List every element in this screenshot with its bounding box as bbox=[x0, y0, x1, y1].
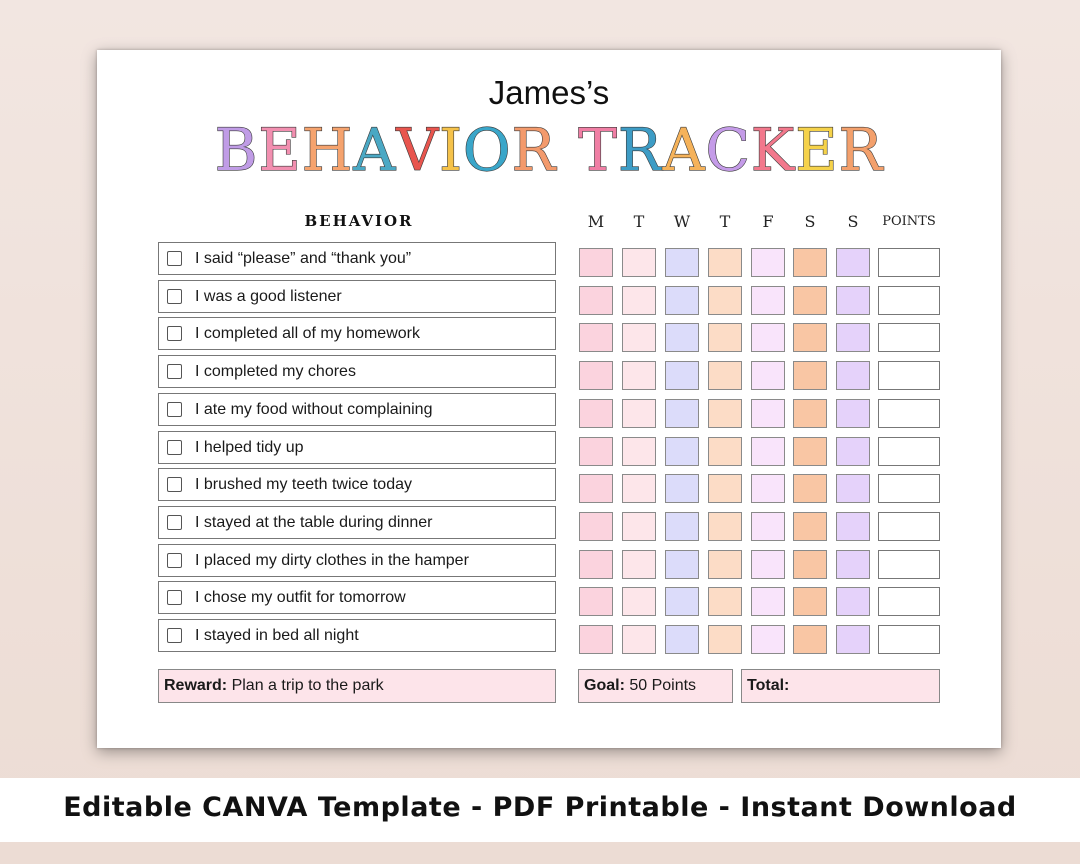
behavior-checkbox[interactable] bbox=[167, 251, 182, 266]
points-cell[interactable] bbox=[878, 550, 940, 579]
day-header: M bbox=[587, 212, 605, 231]
day-cell[interactable] bbox=[708, 512, 742, 541]
behavior-checkbox[interactable] bbox=[167, 590, 182, 605]
day-cell[interactable] bbox=[579, 361, 613, 390]
behavior-row bbox=[158, 393, 556, 426]
day-cell[interactable] bbox=[579, 399, 613, 428]
goal-value: 50 Points bbox=[629, 677, 697, 694]
behavior-row bbox=[158, 544, 556, 577]
title-letter: B bbox=[214, 116, 259, 184]
day-cell[interactable] bbox=[665, 286, 699, 315]
day-cell[interactable] bbox=[793, 437, 827, 466]
day-cell[interactable] bbox=[579, 512, 613, 541]
promo-banner-text: Editable CANVA Template - PDF Printable - Instant Download bbox=[63, 792, 1017, 823]
day-cell[interactable] bbox=[579, 286, 613, 315]
title-letter: I bbox=[439, 116, 464, 184]
day-cell[interactable] bbox=[579, 587, 613, 616]
promo-banner bbox=[0, 778, 1080, 842]
day-cell[interactable] bbox=[751, 323, 785, 352]
day-cell[interactable] bbox=[622, 512, 656, 541]
behavior-row bbox=[158, 431, 556, 464]
day-cell[interactable] bbox=[708, 399, 742, 428]
day-header: T bbox=[633, 212, 645, 231]
behavior-label: I ate my food without complaining bbox=[195, 401, 433, 418]
day-cell[interactable] bbox=[622, 437, 656, 466]
title-letter: R bbox=[511, 116, 557, 184]
behavior-checkbox[interactable] bbox=[167, 289, 182, 304]
day-cell[interactable] bbox=[622, 474, 656, 503]
behavior-checkbox[interactable] bbox=[167, 628, 182, 643]
day-cell[interactable] bbox=[751, 248, 785, 277]
day-cell[interactable] bbox=[793, 323, 827, 352]
day-cell[interactable] bbox=[622, 286, 656, 315]
reward-box[interactable] bbox=[158, 669, 556, 703]
day-cell[interactable] bbox=[708, 286, 742, 315]
day-cell[interactable] bbox=[836, 512, 870, 541]
day-cell[interactable] bbox=[793, 474, 827, 503]
day-cell[interactable] bbox=[751, 625, 785, 654]
day-cell[interactable] bbox=[579, 437, 613, 466]
behavior-label: I was a good listener bbox=[195, 288, 342, 305]
behavior-label: I placed my dirty clothes in the hamper bbox=[195, 552, 469, 569]
behavior-tracker-title bbox=[97, 116, 1001, 184]
behavior-row bbox=[158, 317, 556, 350]
day-cell[interactable] bbox=[622, 587, 656, 616]
day-cell[interactable] bbox=[836, 437, 870, 466]
day-cell[interactable] bbox=[622, 399, 656, 428]
day-cell[interactable] bbox=[665, 512, 699, 541]
behavior-checkbox[interactable] bbox=[167, 477, 182, 492]
behavior-label: I completed my chores bbox=[195, 363, 356, 380]
day-cell[interactable] bbox=[836, 286, 870, 315]
day-cell[interactable] bbox=[708, 474, 742, 503]
day-cell[interactable] bbox=[622, 248, 656, 277]
day-cell[interactable] bbox=[622, 361, 656, 390]
title-letter: H bbox=[301, 116, 354, 184]
day-cell[interactable] bbox=[708, 625, 742, 654]
title-letter: R bbox=[838, 116, 884, 184]
day-cell[interactable] bbox=[665, 248, 699, 277]
behavior-row bbox=[158, 581, 556, 614]
title-letter: T bbox=[578, 116, 618, 184]
day-cell[interactable] bbox=[665, 625, 699, 654]
points-cell[interactable] bbox=[878, 323, 940, 352]
behavior-checkbox[interactable] bbox=[167, 515, 182, 530]
day-cell[interactable] bbox=[793, 550, 827, 579]
day-cell[interactable] bbox=[579, 625, 613, 654]
day-cell[interactable] bbox=[665, 361, 699, 390]
day-cell[interactable] bbox=[836, 399, 870, 428]
day-cell[interactable] bbox=[836, 550, 870, 579]
day-cell[interactable] bbox=[793, 625, 827, 654]
tracker-sheet bbox=[97, 50, 1001, 748]
day-cell[interactable] bbox=[836, 361, 870, 390]
day-cell[interactable] bbox=[793, 248, 827, 277]
day-cell[interactable] bbox=[751, 399, 785, 428]
behavior-row bbox=[158, 355, 556, 388]
behavior-label: I brushed my teeth twice today bbox=[195, 476, 412, 493]
day-cell[interactable] bbox=[751, 286, 785, 315]
behavior-row bbox=[158, 468, 556, 501]
day-cell[interactable] bbox=[622, 323, 656, 352]
day-cell[interactable] bbox=[579, 248, 613, 277]
points-cell[interactable] bbox=[878, 399, 940, 428]
behavior-checkbox[interactable] bbox=[167, 402, 182, 417]
points-cell[interactable] bbox=[878, 361, 940, 390]
behavior-checkbox[interactable] bbox=[167, 326, 182, 341]
day-cell[interactable] bbox=[708, 361, 742, 390]
title-letter: A bbox=[662, 116, 706, 184]
behavior-label: I helped tidy up bbox=[195, 439, 304, 456]
day-cell[interactable] bbox=[579, 323, 613, 352]
day-cell[interactable] bbox=[751, 587, 785, 616]
day-cell[interactable] bbox=[793, 587, 827, 616]
title-letter: O bbox=[463, 116, 512, 184]
day-cell[interactable] bbox=[708, 323, 742, 352]
title-letter: V bbox=[396, 116, 440, 184]
behavior-row bbox=[158, 619, 556, 652]
goal-box[interactable] bbox=[578, 669, 733, 703]
behavior-column-header: BEHAVIOR bbox=[304, 212, 414, 230]
day-cell[interactable] bbox=[836, 248, 870, 277]
behavior-row bbox=[158, 242, 556, 275]
behavior-checkbox[interactable] bbox=[167, 440, 182, 455]
day-cell[interactable] bbox=[665, 474, 699, 503]
points-cell[interactable] bbox=[878, 625, 940, 654]
day-cell[interactable] bbox=[751, 550, 785, 579]
day-cell[interactable] bbox=[751, 361, 785, 390]
day-cell[interactable] bbox=[708, 248, 742, 277]
day-header: W bbox=[673, 212, 691, 231]
title-letter: K bbox=[750, 116, 796, 184]
points-cell[interactable] bbox=[878, 437, 940, 466]
points-cell[interactable] bbox=[878, 248, 940, 277]
behavior-label: I stayed in bed all night bbox=[195, 627, 359, 644]
day-cell[interactable] bbox=[751, 474, 785, 503]
title-letter: E bbox=[258, 116, 302, 184]
day-cell[interactable] bbox=[708, 587, 742, 616]
title-letter: A bbox=[353, 116, 397, 184]
total-label: Total: bbox=[747, 677, 790, 694]
day-cell[interactable] bbox=[665, 550, 699, 579]
behavior-label: I said “please” and “thank you” bbox=[195, 250, 412, 267]
title-letter: R bbox=[617, 116, 663, 184]
day-cell[interactable] bbox=[708, 437, 742, 466]
day-cell[interactable] bbox=[622, 550, 656, 579]
points-cell[interactable] bbox=[878, 512, 940, 541]
day-header: T bbox=[719, 212, 731, 231]
day-cell[interactable] bbox=[793, 361, 827, 390]
day-cell[interactable] bbox=[665, 437, 699, 466]
day-cell[interactable] bbox=[665, 399, 699, 428]
day-header: S bbox=[847, 212, 859, 231]
behavior-checkbox[interactable] bbox=[167, 553, 182, 568]
total-box[interactable] bbox=[741, 669, 940, 703]
child-name-title: James’s bbox=[488, 74, 610, 111]
day-header: F bbox=[762, 212, 774, 231]
day-cell[interactable] bbox=[665, 323, 699, 352]
day-cell[interactable] bbox=[579, 550, 613, 579]
day-cell[interactable] bbox=[708, 550, 742, 579]
day-cell[interactable] bbox=[622, 625, 656, 654]
behavior-row bbox=[158, 506, 556, 539]
points-cell[interactable] bbox=[878, 587, 940, 616]
reward-label: Reward: bbox=[164, 677, 228, 694]
day-cell[interactable] bbox=[836, 323, 870, 352]
points-cell[interactable] bbox=[878, 286, 940, 315]
day-cell[interactable] bbox=[751, 437, 785, 466]
day-cell[interactable] bbox=[836, 587, 870, 616]
day-cell[interactable] bbox=[793, 399, 827, 428]
behavior-label: I stayed at the table during dinner bbox=[195, 514, 433, 531]
day-header: S bbox=[804, 212, 816, 231]
title-letter: C bbox=[705, 116, 751, 184]
day-cell[interactable] bbox=[579, 474, 613, 503]
behavior-row bbox=[158, 280, 556, 313]
behavior-checkbox[interactable] bbox=[167, 364, 182, 379]
day-cell[interactable] bbox=[793, 286, 827, 315]
day-cell[interactable] bbox=[793, 512, 827, 541]
day-cell[interactable] bbox=[836, 625, 870, 654]
behavior-label: I chose my outfit for tomorrow bbox=[195, 589, 406, 606]
day-cell[interactable] bbox=[836, 474, 870, 503]
points-cell[interactable] bbox=[878, 474, 940, 503]
day-cell[interactable] bbox=[751, 512, 785, 541]
behavior-label: I completed all of my homework bbox=[195, 325, 420, 342]
reward-value: Plan a trip to the park bbox=[231, 677, 384, 694]
goal-label: Goal: bbox=[584, 677, 625, 694]
day-cell[interactable] bbox=[665, 587, 699, 616]
title-letter: E bbox=[795, 116, 839, 184]
points-column-header: POINTS bbox=[882, 214, 936, 229]
